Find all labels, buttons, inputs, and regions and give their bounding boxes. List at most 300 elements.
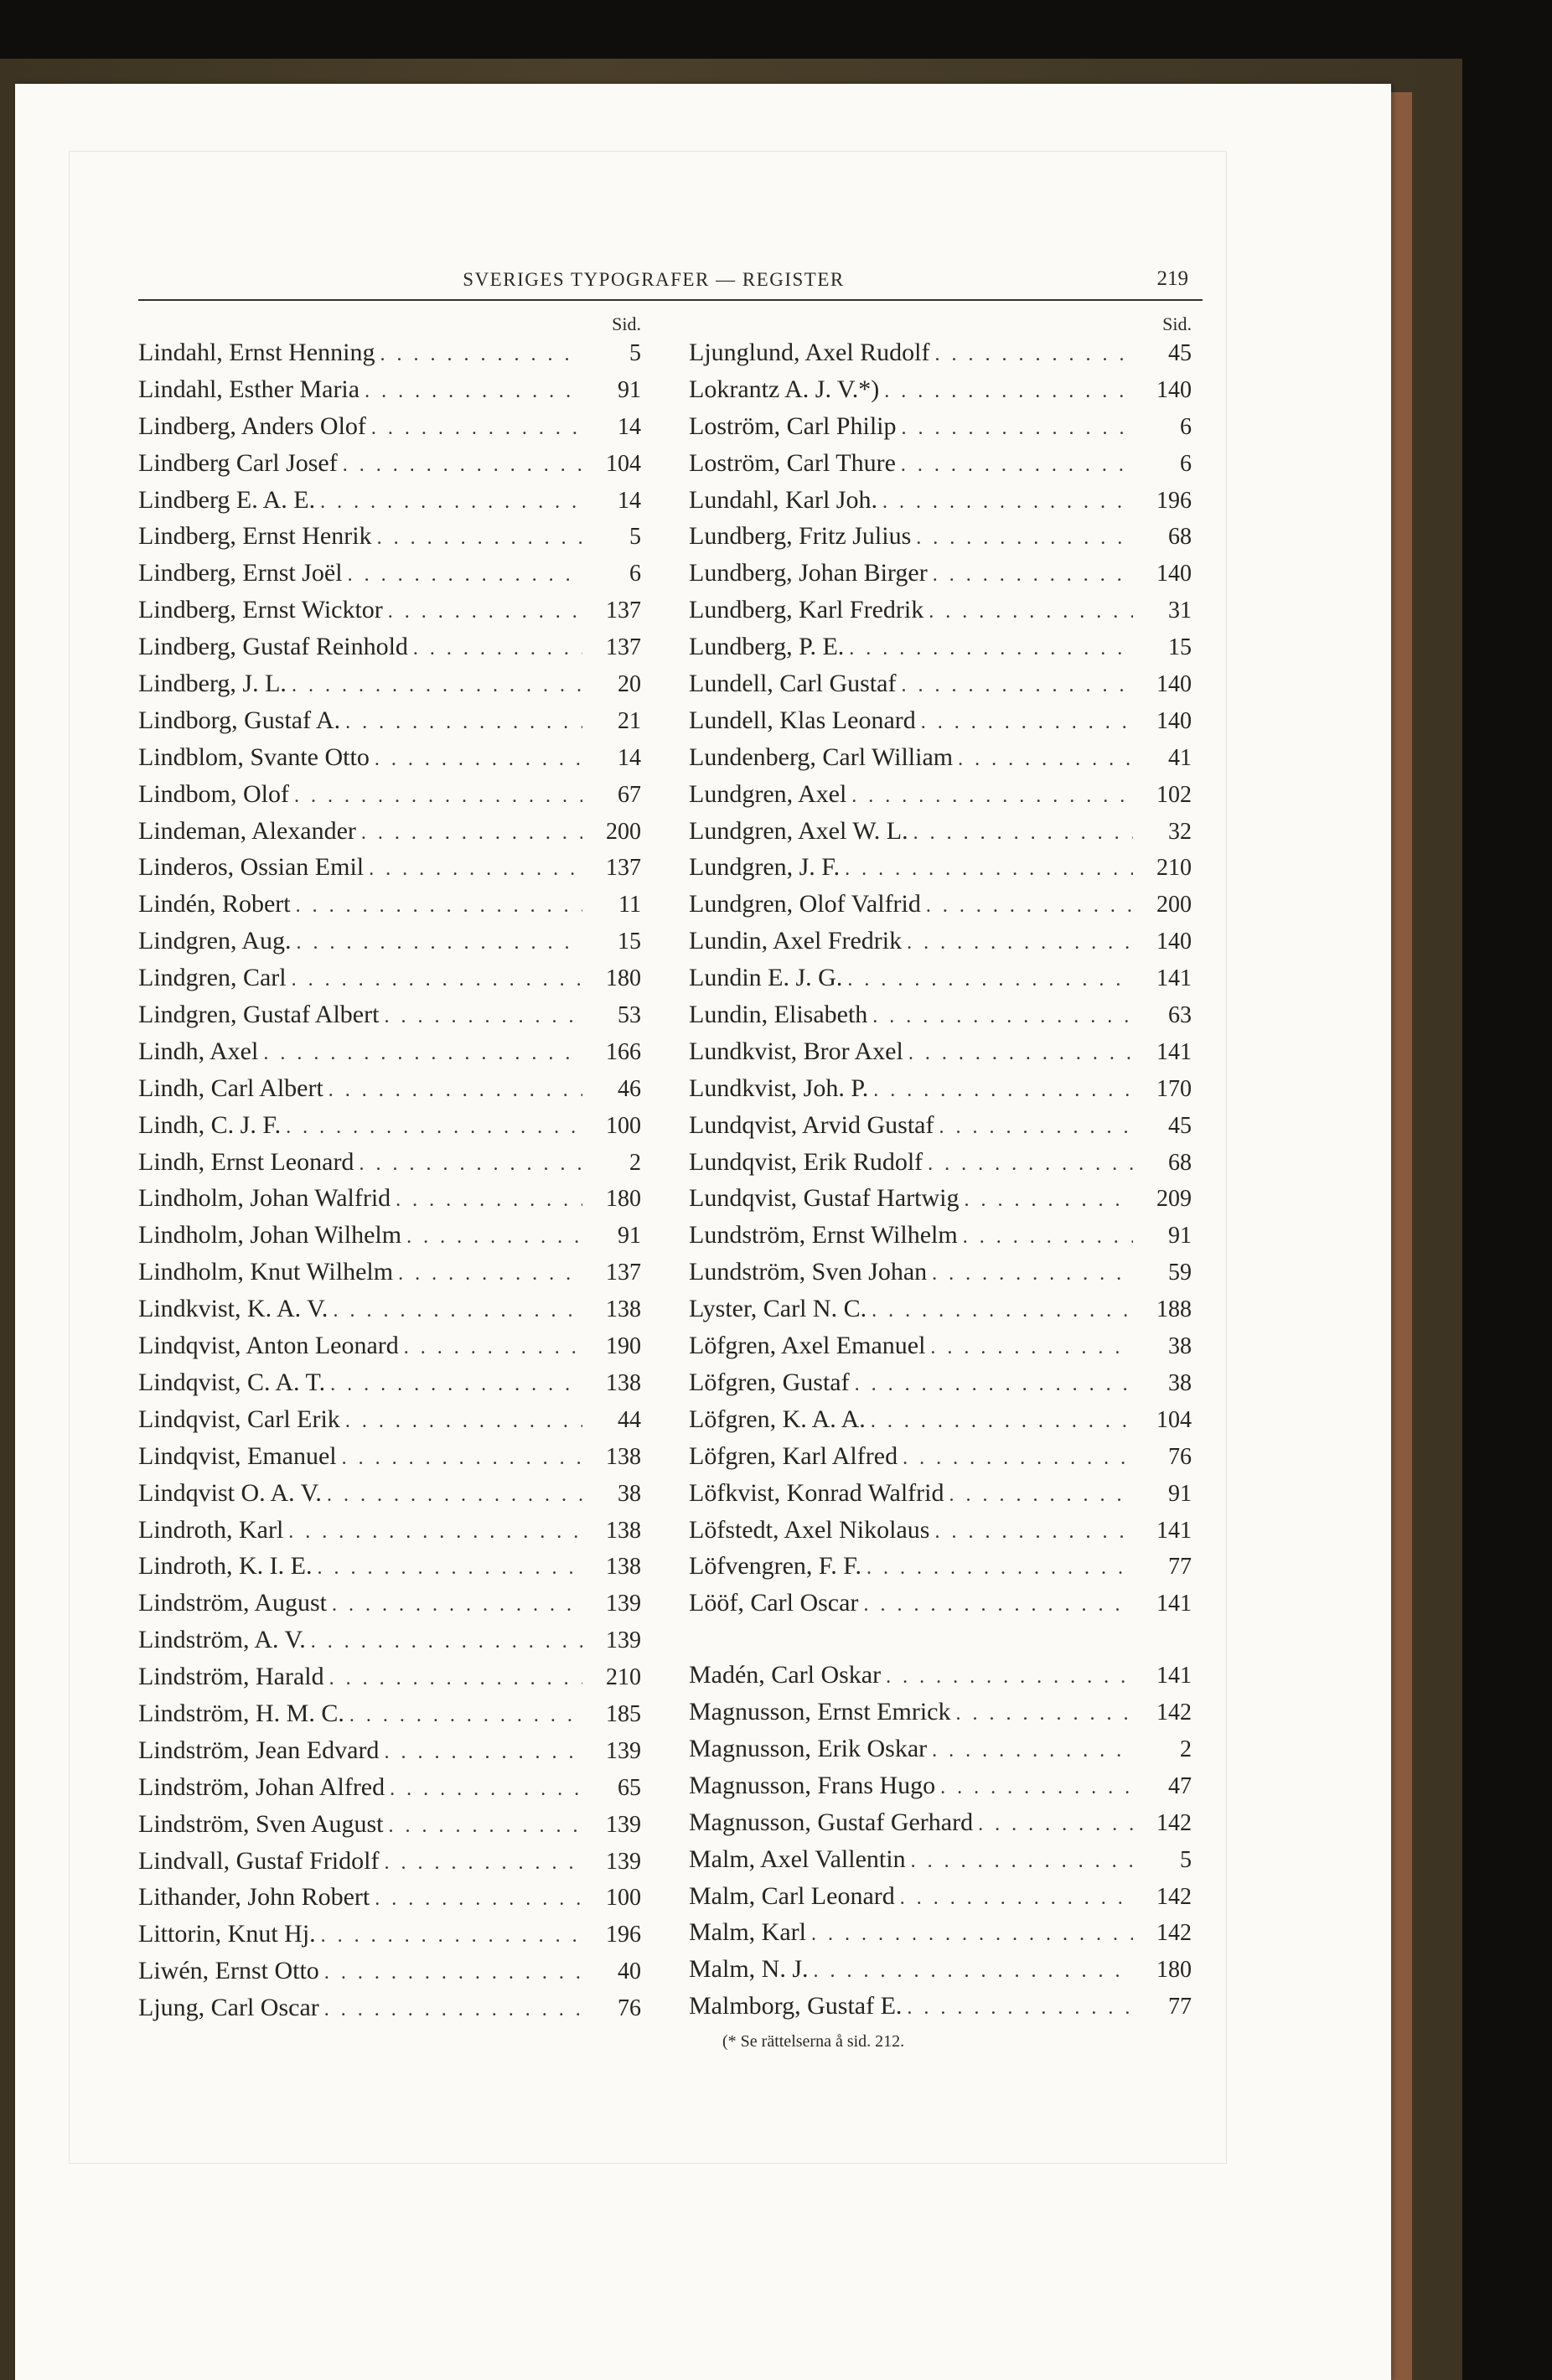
dot-leader: [379, 1006, 582, 1028]
entry-page: 138: [606, 1554, 641, 1581]
entry-name: Malm, Karl: [689, 1918, 806, 1947]
entry-name: Lindgren, Carl: [138, 964, 287, 992]
dot-leader: [372, 527, 582, 550]
entry-name: Magnusson, Frans Hugo: [689, 1771, 936, 1799]
entry-page: 67: [618, 781, 641, 808]
entry-name: Lundahl, Karl Joh.: [689, 485, 877, 514]
entry-name: Littorin, Knut Hj.: [138, 1920, 316, 1948]
entry-page: 139: [606, 1811, 641, 1838]
entry-name: Linderos, Ossian Emil: [138, 853, 365, 882]
dot-leader: [283, 1521, 582, 1544]
entry-name: Magnusson, Gustaf Gerhard: [689, 1808, 974, 1836]
entry-name: Lindén, Robert: [138, 890, 291, 918]
entry-name: Löfvengren, F. F.: [689, 1552, 862, 1581]
running-title: SVERIGES TYPOGRAFER — REGISTER: [463, 269, 845, 290]
index-entry: [689, 1589, 1192, 1626]
dot-leader: [898, 1447, 1133, 1470]
entry-page: 77: [1168, 1554, 1192, 1581]
entry-name: Lindberg Carl Josef: [138, 448, 338, 477]
entry-page: 139: [606, 1848, 641, 1875]
entry-name: Malm, Carl Leonard: [689, 1881, 895, 1910]
entry-page: 180: [606, 1186, 641, 1213]
dot-leader: [861, 1557, 1133, 1580]
dot-leader: [289, 785, 582, 808]
index-entry: [138, 1148, 641, 1185]
index-entry: [138, 449, 641, 486]
dot-leader: [344, 1705, 582, 1727]
entry-page: 68: [1168, 1149, 1192, 1176]
dot-leader: [408, 638, 582, 660]
dot-leader: [319, 1999, 582, 2021]
entry-page: 14: [618, 744, 641, 771]
entry-page: 138: [606, 1296, 641, 1323]
index-entry: [138, 1001, 641, 1037]
entry-page: 210: [1156, 855, 1192, 882]
page-number: 219: [1156, 267, 1188, 290]
index-entry: [138, 1479, 641, 1516]
entry-name: Lindkvist, K. A. V.: [138, 1295, 329, 1323]
index-entry: [138, 1736, 641, 1773]
dot-leader: [312, 1557, 582, 1580]
entry-page: 15: [618, 929, 641, 955]
dot-leader: [315, 491, 582, 514]
entry-name: Lindberg, J. L.: [138, 670, 287, 698]
entry-name: Lundgren, J. F.: [689, 853, 841, 882]
entry-name: Lindqvist, Anton Leonard: [138, 1332, 399, 1360]
dot-leader: [944, 1484, 1133, 1507]
dot-leader: [928, 564, 1133, 587]
entry-page: 91: [618, 376, 641, 403]
entry-page: 40: [618, 1958, 641, 1985]
index-entry: [138, 1552, 641, 1589]
index-entry: [138, 522, 641, 559]
dot-leader: [850, 1374, 1133, 1396]
index-entry: [138, 596, 641, 633]
entry-page: 141: [1156, 965, 1192, 992]
entry-page: 104: [1156, 1406, 1192, 1433]
entry-page: 141: [1156, 1663, 1192, 1689]
entry-name: Lindberg E. A. E.: [138, 485, 316, 514]
index-entry: [689, 927, 1192, 964]
entry-page: 139: [606, 1591, 641, 1617]
entry-page: 140: [1156, 707, 1192, 734]
index-entry: [138, 890, 641, 927]
entry-page: 38: [1168, 1369, 1192, 1396]
dot-leader: [840, 858, 1133, 881]
entry-page: 137: [606, 1260, 641, 1286]
index-entry: [138, 1405, 641, 1442]
entry-page: 38: [1168, 1333, 1192, 1360]
dot-leader: [370, 748, 582, 771]
dot-leader: [953, 748, 1133, 771]
entry-page: 142: [1156, 1883, 1192, 1910]
entry-page: 59: [1168, 1260, 1192, 1286]
index-entry: [138, 559, 641, 596]
dot-leader: [923, 1153, 1133, 1176]
index-entry: [138, 1589, 641, 1626]
entry-page: 5: [1180, 1846, 1192, 1873]
index-entry: [689, 1955, 1192, 1992]
dot-leader: [391, 1189, 582, 1212]
entry-page: 104: [606, 450, 641, 477]
entry-page: 210: [606, 1664, 641, 1691]
entry-name: Lindroth, K. I. E.: [138, 1552, 313, 1581]
index-entry: [689, 596, 1192, 633]
entry-page: 14: [618, 413, 641, 440]
index-list-m: [689, 1661, 1192, 2029]
entry-name: Lindh, C. J. F.: [138, 1110, 282, 1139]
index-entry: [138, 1332, 641, 1368]
dot-leader: [868, 1079, 1133, 1102]
index-entry: [689, 449, 1192, 486]
index-entry: [138, 743, 641, 780]
entry-page: 76: [618, 1995, 641, 2022]
dot-leader: [328, 1300, 582, 1322]
dot-leader: [930, 344, 1134, 366]
dot-leader: [287, 969, 582, 991]
entry-name: Malmborg, Gustaf E.: [689, 1992, 903, 2020]
entry-page: 200: [606, 818, 641, 845]
entry-name: Löfstedt, Axel Nikolaus: [689, 1515, 930, 1544]
dot-leader: [393, 1263, 582, 1286]
entry-page: 91: [1168, 1480, 1192, 1507]
dot-leader: [867, 1006, 1133, 1028]
index-entry: [689, 1405, 1192, 1442]
index-entry: [689, 1368, 1192, 1405]
dot-leader: [896, 675, 1133, 697]
dot-leader: [323, 1079, 582, 1102]
entry-name: Lundgren, Olof Valfrid: [689, 890, 921, 918]
dot-leader: [375, 344, 582, 366]
index-entry: [138, 780, 641, 817]
entry-page: 63: [1168, 1002, 1192, 1029]
entry-page: 185: [606, 1700, 641, 1727]
entry-name: Lööf, Carl Oscar: [689, 1589, 859, 1617]
index-entry: [138, 1957, 641, 1994]
entry-name: Magnusson, Erik Oskar: [689, 1734, 928, 1762]
entry-page: 15: [1168, 634, 1192, 661]
dot-leader: [903, 1043, 1133, 1065]
entry-page: 166: [606, 1038, 641, 1065]
entry-name: Lundell, Klas Leonard: [689, 706, 916, 734]
dot-leader: [877, 491, 1133, 514]
index-list-left: [138, 339, 641, 2031]
dot-leader: [354, 1153, 582, 1176]
index-entry: [689, 890, 1192, 927]
entry-name: Löfgren, Gustaf: [689, 1368, 850, 1396]
entry-name: Lindgren, Gustaf Albert: [138, 1001, 380, 1029]
index-entry: [689, 1074, 1192, 1111]
dot-leader: [319, 1962, 582, 1984]
index-entry: [689, 743, 1192, 780]
entry-name: Lundqvist, Gustaf Hartwig: [689, 1184, 960, 1213]
index-entry: [689, 1001, 1192, 1037]
dot-leader: [902, 1997, 1133, 2020]
entry-page: 139: [606, 1627, 641, 1654]
index-entry: [138, 1074, 641, 1111]
entry-name: Lindh, Ernst Leonard: [138, 1147, 354, 1176]
entry-page: 77: [1168, 1994, 1192, 2020]
entry-name: Lundberg, Fritz Julius: [689, 522, 912, 551]
index-entry: [689, 853, 1192, 890]
entry-name: Lindvall, Gustaf Fridolf: [138, 1846, 380, 1875]
index-entry: [138, 1883, 641, 1920]
index-entry: [138, 927, 641, 964]
entry-name: Malm, Axel Vallentin: [689, 1844, 906, 1873]
dot-leader: [385, 1778, 582, 1801]
dot-leader: [916, 711, 1133, 734]
dot-leader: [879, 380, 1133, 403]
dot-leader: [929, 1521, 1133, 1544]
entry-page: 100: [606, 1112, 641, 1139]
entry-page: 196: [606, 1922, 641, 1948]
entry-page: 142: [1156, 1920, 1192, 1947]
index-entry: [138, 853, 641, 890]
index-entry: [689, 1661, 1192, 1698]
entry-page: 41: [1168, 744, 1192, 771]
dot-leader: [895, 1887, 1133, 1910]
dot-leader: [384, 1815, 582, 1838]
entry-page: 6: [629, 561, 641, 587]
dot-leader: [902, 932, 1133, 955]
index-entry: [138, 375, 641, 412]
section-gap: [689, 1626, 1192, 1661]
entry-page: 188: [1156, 1296, 1192, 1323]
index-entry: [689, 1184, 1192, 1221]
column-heading: Sid.: [612, 313, 641, 334]
entry-page: 91: [618, 1223, 641, 1250]
entry-page: 65: [618, 1774, 641, 1801]
entry-name: Lindström, Jean Edvard: [138, 1736, 380, 1764]
dot-leader: [927, 1740, 1133, 1762]
index-entry: [138, 1368, 641, 1405]
dot-leader: [356, 822, 582, 845]
entry-page: 46: [618, 1075, 641, 1102]
dot-leader: [858, 1594, 1133, 1617]
entry-name: Lindqvist, C. A. T.: [138, 1368, 326, 1396]
entry-page: 196: [1156, 487, 1192, 514]
entry-name: Lindström, Johan Alfred: [138, 1772, 385, 1801]
entry-page: 142: [1156, 1700, 1192, 1726]
index-entry: [689, 1808, 1192, 1845]
index-entry: [689, 1295, 1192, 1332]
index-entry: [138, 706, 641, 743]
index-entry: [689, 1037, 1192, 1074]
entry-page: 38: [618, 1480, 641, 1507]
index-entry: [689, 1221, 1192, 1258]
entry-name: Lindahl, Ernst Henning: [138, 339, 375, 366]
entry-page: 140: [1156, 561, 1192, 587]
entry-page: 138: [606, 1443, 641, 1470]
left-column: [138, 310, 641, 2031]
entry-page: 209: [1156, 1186, 1192, 1213]
index-entry: [138, 1663, 641, 1700]
dot-leader: [958, 1226, 1133, 1249]
entry-name: Malm, N. J.: [689, 1955, 809, 1984]
dot-leader: [927, 1263, 1133, 1286]
index-entry: [689, 522, 1192, 559]
entry-page: 140: [1156, 929, 1192, 955]
entry-page: 180: [606, 965, 641, 992]
index-entry: [689, 1992, 1192, 2029]
dot-leader: [366, 417, 582, 440]
entry-name: Ljunglund, Axel Rudolf: [689, 339, 930, 366]
dot-leader: [881, 1666, 1133, 1689]
index-entry: [689, 1698, 1192, 1735]
entry-name: Lindroth, Karl: [138, 1515, 284, 1544]
index-entry: [138, 1516, 641, 1553]
dot-leader: [925, 1337, 1133, 1359]
dot-leader: [921, 895, 1133, 918]
entry-name: Lindqvist O. A. V.: [138, 1478, 322, 1507]
entry-page: 100: [606, 1885, 641, 1912]
index-entry: [138, 1221, 641, 1258]
dot-leader: [338, 454, 582, 477]
dot-leader: [923, 601, 1133, 623]
entry-name: Lundenberg, Carl William: [689, 742, 954, 771]
dot-leader: [383, 601, 582, 623]
entry-name: Lindeman, Alexander: [138, 816, 356, 845]
index-entry: [689, 780, 1192, 817]
dot-leader: [370, 1888, 582, 1911]
entry-page: 2: [629, 1149, 641, 1176]
entry-name: Lundqvist, Arvid Gustaf: [689, 1110, 934, 1139]
entry-page: 31: [1168, 598, 1192, 624]
entry-page: 141: [1156, 1591, 1192, 1617]
entry-name: Lindström, Harald: [138, 1663, 324, 1691]
index-entry: [138, 1810, 641, 1847]
index-entry: [138, 1994, 641, 2031]
entry-name: Lundgren, Axel W. L.: [689, 816, 908, 845]
entry-name: Lindh, Carl Albert: [138, 1074, 323, 1102]
entry-name: Löfgren, K. A. A.: [689, 1405, 866, 1433]
entry-page: 45: [1168, 1112, 1192, 1139]
index-entry: [689, 559, 1192, 596]
entry-page: 6: [1180, 413, 1192, 440]
dot-leader: [379, 1852, 582, 1875]
entry-name: Löfgren, Axel Emanuel: [689, 1332, 926, 1360]
entry-name: Lindqvist, Emanuel: [138, 1441, 337, 1470]
entry-page: 76: [1168, 1443, 1192, 1470]
dot-leader: [806, 1923, 1133, 1946]
index-entry: [689, 1516, 1192, 1553]
dot-leader: [866, 1410, 1133, 1433]
index-entry: [138, 1184, 641, 1221]
dot-leader: [973, 1813, 1133, 1836]
entry-page: 141: [1156, 1038, 1192, 1065]
dot-leader: [401, 1226, 582, 1249]
entry-name: Lyster, Carl N. C.: [689, 1295, 867, 1323]
index-entry: [689, 1111, 1192, 1148]
dot-leader: [959, 1189, 1133, 1212]
index-entry: [138, 1037, 641, 1074]
index-list-l: [689, 339, 1192, 1626]
page-header: [126, 197, 1198, 314]
entry-name: Lindberg, Gustaf Reinhold: [138, 633, 408, 661]
entry-page: 2: [1180, 1736, 1192, 1762]
index-entry: [689, 706, 1192, 743]
dot-leader: [846, 785, 1133, 808]
dot-leader: [935, 1777, 1133, 1799]
entry-page: 139: [606, 1737, 641, 1764]
entry-name: Lindström, August: [138, 1589, 328, 1617]
entry-page: 190: [606, 1333, 641, 1360]
entry-page: 14: [618, 487, 641, 514]
entry-page: 53: [618, 1002, 641, 1029]
entry-name: Lindqvist, Carl Erik: [138, 1405, 340, 1433]
dot-leader: [291, 895, 582, 918]
index-entry: [138, 1920, 641, 1957]
entry-name: Lindborg, Gustaf A.: [138, 706, 341, 734]
index-entry: [689, 1918, 1192, 1955]
entry-name: Lundkvist, Joh. P.: [689, 1074, 869, 1102]
entry-page: 137: [606, 634, 641, 661]
entry-name: Madén, Carl Oskar: [689, 1661, 882, 1689]
dot-leader: [897, 417, 1134, 440]
entry-name: Lundberg, Karl Fredrik: [689, 596, 924, 624]
dot-leader: [287, 675, 582, 697]
dot-leader: [908, 822, 1133, 845]
entry-page: 91: [1168, 1223, 1192, 1250]
entry-page: 137: [606, 598, 641, 624]
index-entry: [689, 1479, 1192, 1516]
entry-name: Lindström, A. V.: [138, 1626, 306, 1654]
entry-page: 140: [1156, 376, 1192, 403]
footnote: (* Se rättelserna å sid. 212.: [722, 2032, 905, 2051]
index-entry: [689, 1882, 1192, 1919]
dot-leader: [867, 1300, 1133, 1322]
dot-leader: [306, 1631, 582, 1653]
entry-name: Lindbom, Olof: [138, 779, 289, 808]
entry-page: 20: [618, 671, 641, 698]
dot-leader: [934, 1116, 1134, 1139]
entry-page: 170: [1156, 1075, 1192, 1102]
entry-page: 21: [618, 707, 641, 734]
entry-page: 5: [629, 524, 641, 551]
entry-page: 200: [1156, 892, 1192, 918]
dot-leader: [842, 969, 1133, 991]
entry-page: 102: [1156, 781, 1192, 808]
index-entry: [689, 1258, 1192, 1295]
index-entry: [138, 964, 641, 1001]
entry-name: Lundström, Ernst Wilhelm: [689, 1221, 958, 1250]
index-entry: [138, 1258, 641, 1295]
dot-leader: [896, 454, 1133, 477]
entry-name: Lindström, H. M. C.: [138, 1699, 344, 1727]
entry-name: Lundin, Axel Fredrik: [689, 927, 903, 955]
index-entry: [689, 486, 1192, 523]
entry-page: 141: [1156, 1517, 1192, 1544]
entry-name: Löfkvist, Konrad Walfrid: [689, 1478, 944, 1507]
dot-leader: [281, 1116, 582, 1139]
dot-leader: [327, 1594, 582, 1617]
index-entry: [689, 1735, 1192, 1772]
header-rule: [138, 299, 1203, 301]
dot-leader: [844, 638, 1133, 660]
index-entry: [138, 1847, 641, 1884]
entry-name: Loström, Carl Philip: [689, 411, 897, 440]
index-entry: [689, 964, 1192, 1001]
entry-page: 137: [606, 855, 641, 882]
dot-leader: [950, 1703, 1133, 1726]
index-entry: [689, 633, 1192, 670]
dot-leader: [291, 932, 582, 955]
entry-name: Ljung, Carl Oscar: [138, 1994, 319, 2022]
entry-page: 6: [1180, 450, 1192, 477]
dot-leader: [364, 858, 582, 881]
dot-leader: [316, 1925, 582, 1948]
entry-name: Lindström, Sven August: [138, 1809, 384, 1838]
